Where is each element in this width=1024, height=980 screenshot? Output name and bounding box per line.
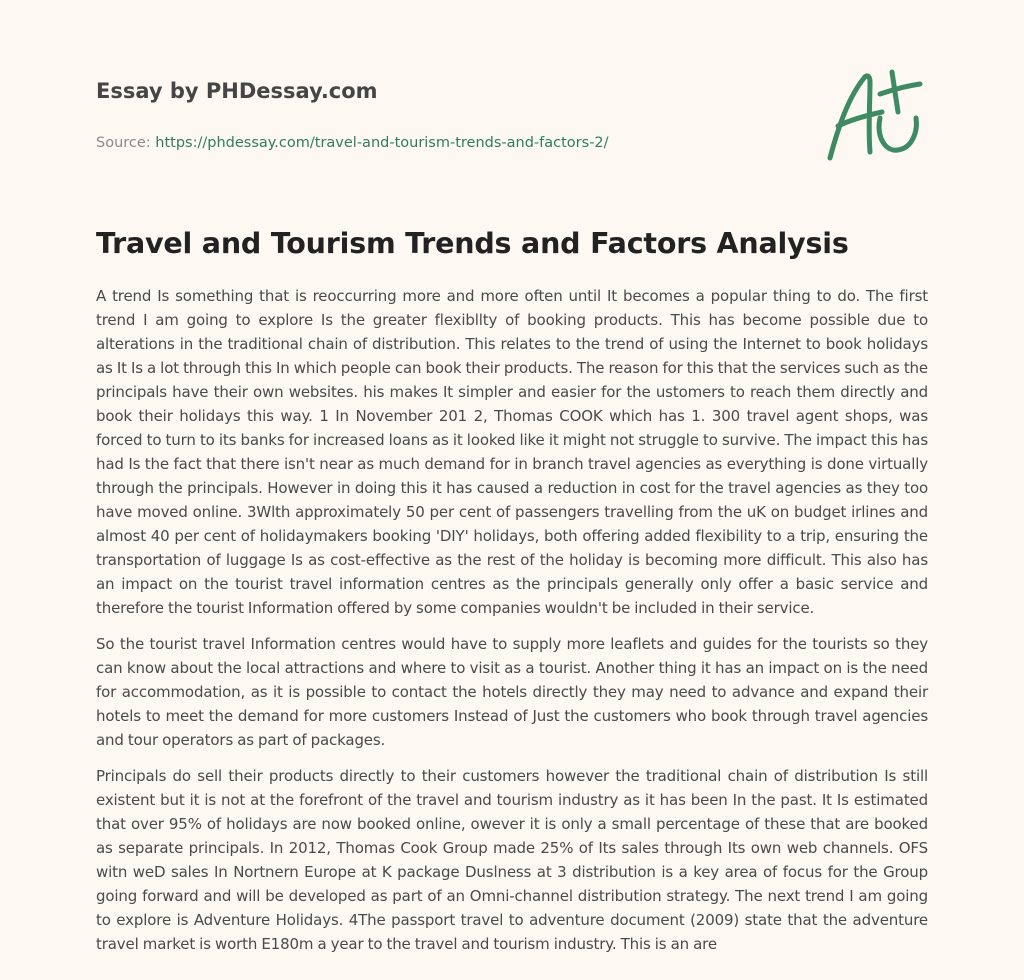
article-title: Travel and Tourism Trends and Factors Analysis — [96, 227, 849, 260]
a-plus-logo-svg — [824, 68, 928, 164]
article-paragraph: So the tourist travel Information centres would have to supply more leaflets and guides for the tourists so they can know about the local attractions and where to visit as a tourist. Another thing it has an impact on is the need for accommodation, as it is possible to contact the hotels directly they may need to advance and expand their hotels to meet the demand for more customers Instead of Just the customers who book through travel agencies and tour operators as part of packages. — [96, 635, 928, 749]
source-link[interactable]: https://phdessay.com/travel-and-tourism-trends-and-factors-2/ — [155, 135, 609, 151]
source-line — [96, 133, 796, 153]
article-paragraph: Principals do sell their products directly to their customers however the traditional chain of distribution Is still existent but it is not at the forefront of the travel and tourism industry as it has been In the past. It Is estimated that over 95% of holidays are now booked online, owever it is only a small percentage of these that are booked as separate principals. In 2012, Thomas Cook Group made 25% of Its sales through Its own web channels. OFS witn weD sales In Nortnern Europe at K package Duslness at 3 distribution is a key area of focus for the Group going forward and will be developed as part of an Omni-channel distribution strategy. The next trend I am going to explore is Adventure Holidays. 4The passport travel to adventure document (2009) state that the adventure travel market is worth E180m a year to the travel and tourism industry. This is an are — [96, 767, 928, 953]
page-header — [96, 76, 796, 153]
site-brand: Essay by PHDessay.com — [96, 79, 378, 103]
logo-plus-horizontal — [880, 84, 920, 94]
source-label: Source: — [96, 135, 151, 151]
article-body — [96, 284, 928, 968]
article-paragraph: A trend Is something that is reoccurring more and more often until It becomes a popular thing to do. The first trend I am going to explore Is the greater flexibllty of booking products. This has become possible due to alterations in the traditional chain of distribution. This relates to the trend of using the Internet to book holidays as It Is a lot through this In which people can book their products. The reason for this that the services such as the principals have their own websites. his makes It simpler and easier for the ustomers to reach them directly and book their holidays this way. 1 In November 201 2, Thomas COOK which has 1. 300 travel agent shops, was forced to turn to its banks for increased loans as it looked like it might not struggle to survive. The impact this has had Is the fact that there isn't near as much demand for in branch travel agencies as everything is done virtually through the principals. However in doing this it has caused a reduction in cost for the travel agencies as they too have moved online. 3Wlth approximately 50 per cent of passengers travelling from the uK on budget irlines and almost 40 per cent of holidaymakers booking 'DIY' holidays, both offering added flexibility to a trip, ensuring the transportation of luggage Is as cost-effective as the rest of the holiday is becoming more difficult. This also has an impact on the tourist travel information centres as the principals generally only offer a basic service and therefore the tourist Information offered by some companies wouldn't be included in their service. — [96, 287, 928, 617]
logo-loop — [879, 118, 916, 150]
a-plus-grade-logo — [824, 68, 928, 164]
